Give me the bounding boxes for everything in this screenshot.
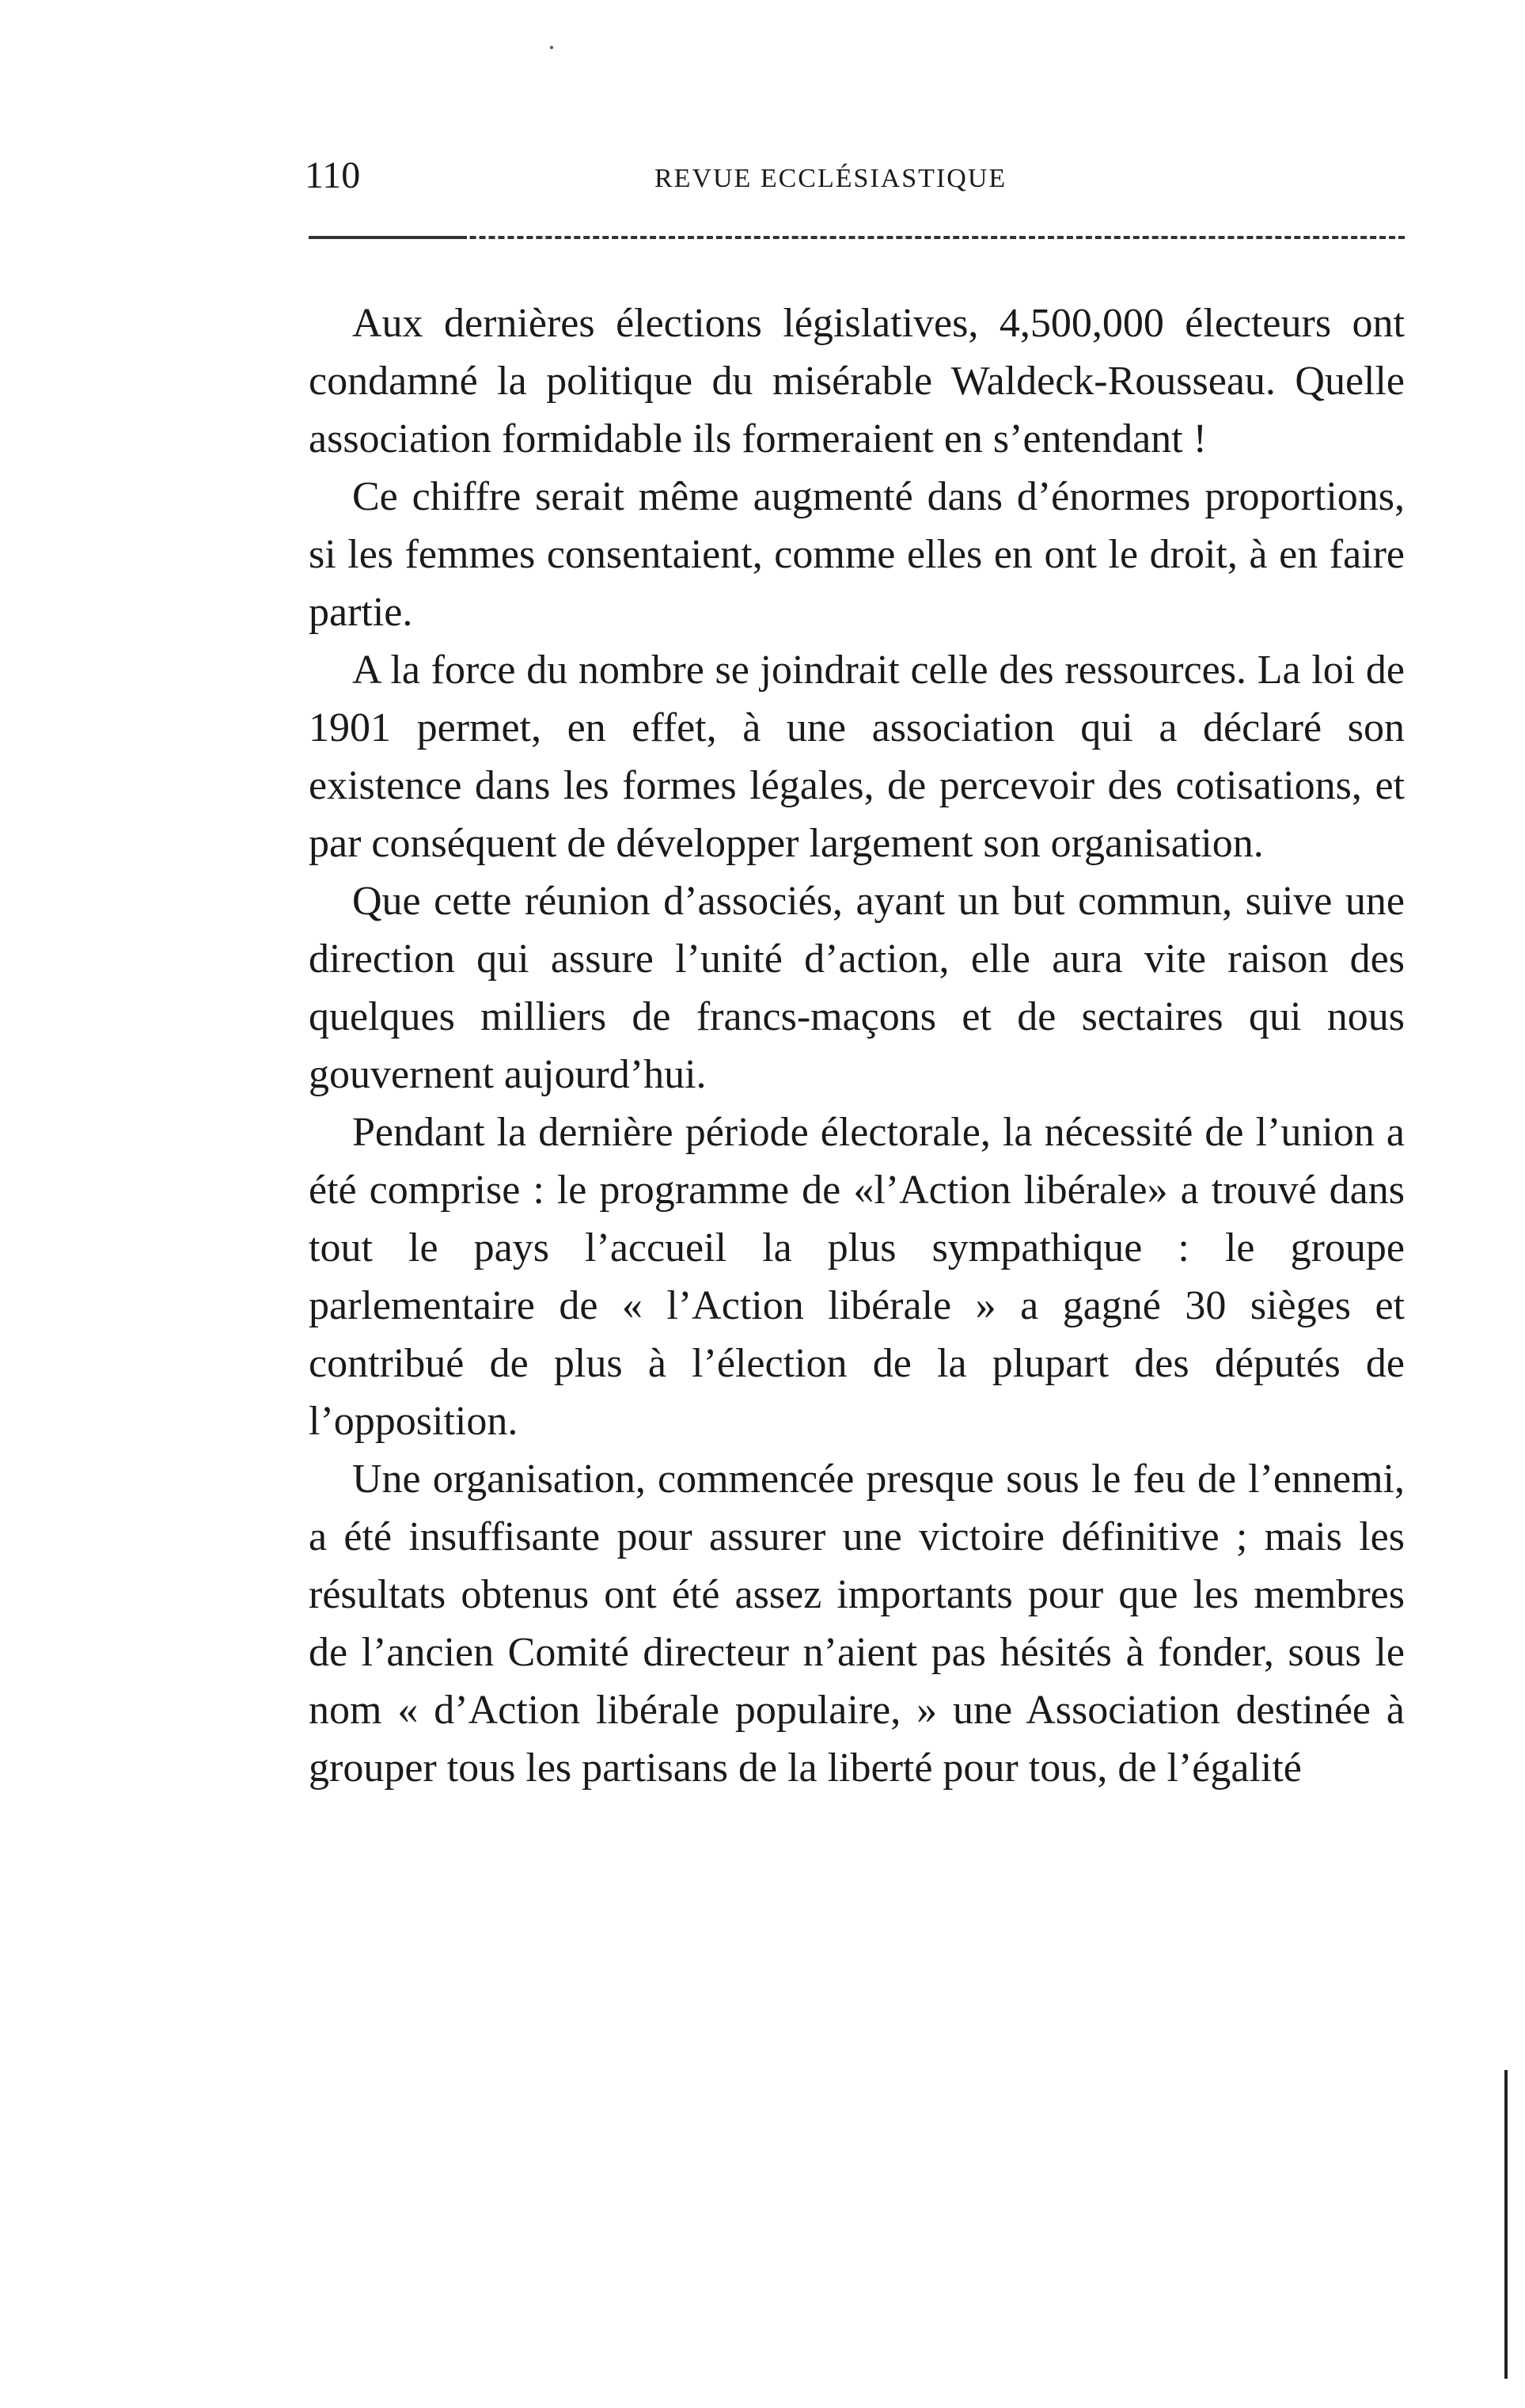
paragraph: Ce chiffre serait même augmenté dans d’énormes proportions, si les femmes consentaient, comme elles en ont le droit, à en faire partie. xyxy=(309,474,1405,635)
paragraph: Une organisation, commencée presque sous le feu de l’ennemi, a été insuffisante pour assurer une victoire définitive ; mais les résultats obtenus ont été assez importants pour que les membres de l’ancien Comité directeur n’aient pas hésités à fonder, sous le nom « d’Action libérale populaire, » une Association destinée à grouper tous les partisans de la liberté pour tous, de l’égalité xyxy=(309,1457,1405,1791)
paragraph: Pendant la dernière période électorale, la nécessité de l’union a été comprise : le programme de «l’Action libérale» a trouvé dans tout le pays l’accueil la plus sympathique : le groupe parlementaire de « l’Action libérale » a gagné 30 sièges et contribué de plus à l’élection de la plupart des députés de l’opposition. xyxy=(309,1110,1405,1444)
paragraph: Que cette réunion d’associés, ayant un but commun, suive une direction qui assure l’unité d’action, elle aura vite raison des quelques milliers de francs-maçons et de sectaires qui nous gouvernent aujourd’hui. xyxy=(309,879,1405,1097)
header-rule-segment xyxy=(309,236,467,239)
scan-speck xyxy=(550,46,553,49)
header-rule xyxy=(309,236,1405,239)
paragraph: Aux dernières élections législatives, 4,500,000 électeurs ont condamné la politique du misérable Waldeck-Rousseau. Quelle association formidable ils formeraient en s’entendant ! xyxy=(309,301,1405,461)
page-number: 110 xyxy=(305,154,361,196)
page-header xyxy=(305,152,1409,199)
body-text xyxy=(309,294,1405,1797)
paragraph: A la force du nombre se joindrait celle des ressources. La loi de 1901 permet, en effet, à une association qui a déclaré son existence dans les formes légales, de percevoir des cotisations, et par conséquent de développer largement son organisation. xyxy=(309,648,1405,866)
page-edge-mark xyxy=(1504,2070,1508,2379)
running-head: REVUE ECCLÉSIASTIQUE xyxy=(654,164,1007,193)
